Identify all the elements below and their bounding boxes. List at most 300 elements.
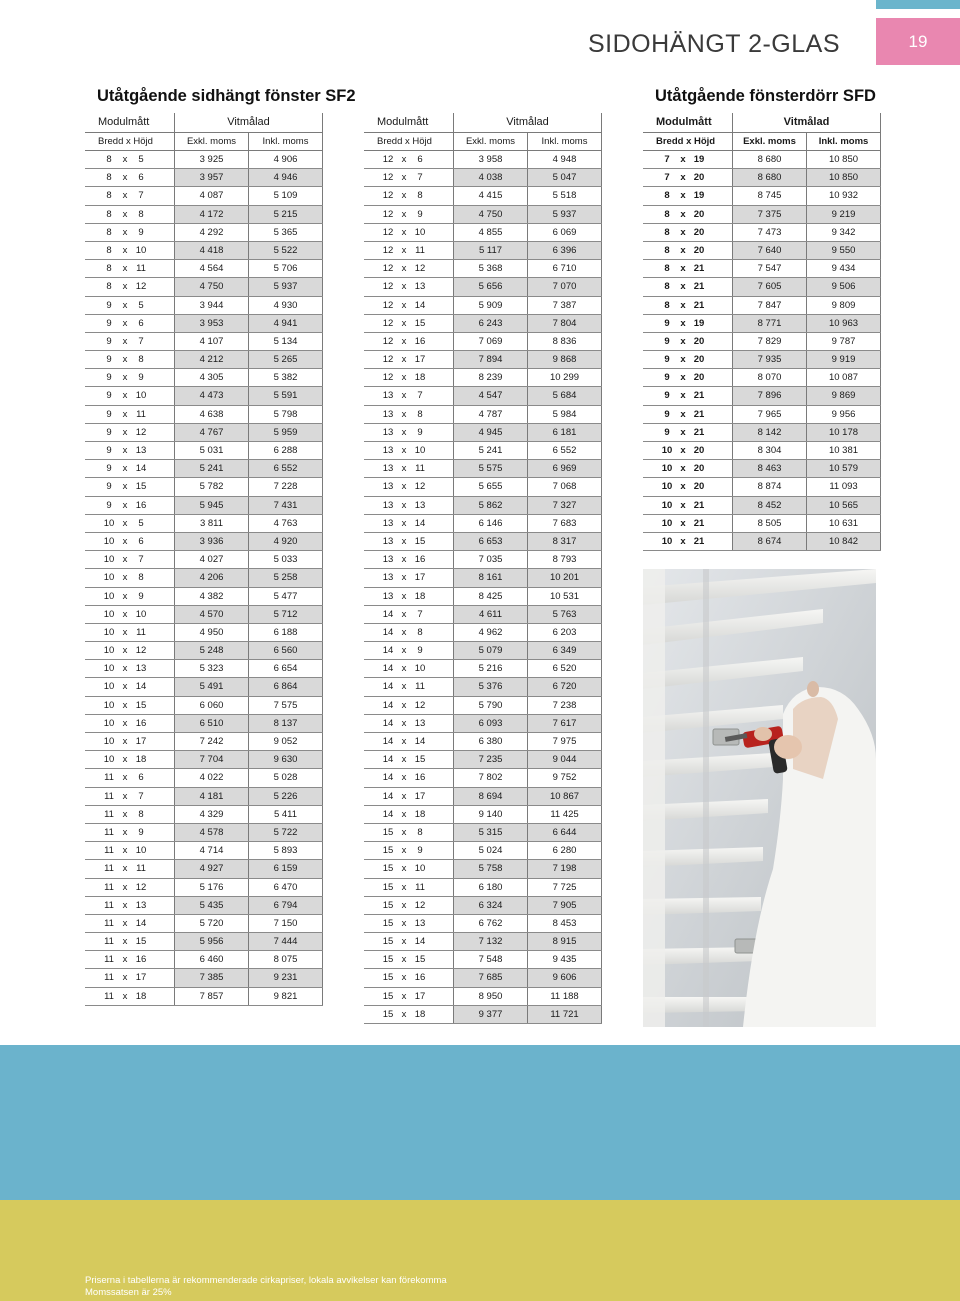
table-row: [85, 969, 323, 987]
inkl-header: Inkl. moms: [806, 133, 881, 150]
height-value: 20: [693, 335, 705, 347]
times-sign: x: [122, 972, 128, 984]
width-value: 10: [661, 445, 673, 456]
width-value: 10: [103, 736, 115, 747]
price-exkl-cell: 4 962: [453, 624, 527, 641]
size-cell: [85, 678, 174, 695]
price-inkl-cell: 5 937: [248, 278, 323, 295]
price-inkl-cell: 7 444: [248, 933, 323, 950]
size-cell: [364, 988, 453, 1005]
times-sign: x: [401, 699, 407, 711]
price-exkl-cell: 5 790: [453, 697, 527, 714]
height-value: 7: [417, 390, 423, 402]
table-row: [85, 333, 323, 351]
times-sign: x: [122, 154, 128, 165]
times-sign: x: [401, 572, 407, 584]
table-row: [643, 497, 881, 515]
table-row: [364, 860, 602, 878]
price-exkl-cell: 4 418: [174, 242, 248, 259]
size-cell: [85, 642, 174, 659]
size-cell: [364, 824, 453, 841]
height-value: 19: [693, 154, 705, 165]
height-value: 19: [693, 190, 705, 202]
times-sign: x: [122, 845, 128, 857]
size-cell: [364, 424, 453, 441]
price-exkl-cell: 8 680: [732, 169, 806, 186]
times-sign: x: [122, 772, 128, 784]
height-value: 18: [414, 372, 426, 384]
price-inkl-cell: 7 070: [527, 278, 602, 295]
price-inkl-cell: 9 550: [806, 242, 881, 259]
table-row: [643, 333, 881, 351]
price-inkl-cell: 7 725: [527, 879, 602, 896]
price-inkl-cell: 9 434: [806, 260, 881, 277]
price-inkl-cell: 5 937: [527, 206, 602, 223]
price-inkl-cell: 5 712: [248, 606, 323, 623]
times-sign: x: [122, 463, 128, 475]
width-value: 8: [106, 154, 112, 165]
width-value: 8: [664, 208, 670, 220]
price-inkl-cell: 6 552: [527, 442, 602, 459]
price-exkl-cell: 4 750: [453, 206, 527, 223]
price-inkl-cell: 6 470: [248, 879, 323, 896]
price-inkl-cell: 4 906: [248, 151, 323, 168]
size-cell: [364, 169, 453, 186]
table-row: [643, 351, 881, 369]
price-inkl-cell: 7 431: [248, 497, 323, 514]
table-row: [364, 387, 602, 405]
width-value: 7: [664, 154, 670, 165]
price-inkl-cell: 6 188: [248, 624, 323, 641]
size-cell: [85, 369, 174, 386]
table-row: [364, 206, 602, 224]
table-row: [643, 315, 881, 333]
width-value: 9: [106, 390, 112, 402]
price-inkl-cell: 7 238: [527, 697, 602, 714]
price-exkl-cell: 8 874: [732, 478, 806, 495]
price-inkl-cell: 6 720: [527, 678, 602, 695]
table-row: [364, 915, 602, 933]
price-exkl-cell: 5 945: [174, 497, 248, 514]
price-exkl-cell: 8 745: [732, 187, 806, 204]
table-row: [364, 515, 602, 533]
price-inkl-cell: 4 920: [248, 533, 323, 550]
table-row: [85, 515, 323, 533]
table-row: [85, 187, 323, 205]
size-cell: [643, 387, 732, 404]
height-value: 10: [135, 845, 147, 857]
price-exkl-cell: 7 894: [453, 351, 527, 368]
times-sign: x: [401, 736, 407, 747]
times-sign: x: [122, 226, 128, 238]
width-value: 11: [104, 863, 114, 875]
height-value: 7: [138, 554, 144, 566]
height-value: 14: [135, 463, 147, 475]
size-cell: [364, 606, 453, 623]
width-value: 11: [104, 881, 114, 893]
price-inkl-cell: 6 069: [527, 224, 602, 241]
size-cell: [643, 315, 732, 332]
price-inkl-cell: 6 181: [527, 424, 602, 441]
height-value: 11: [415, 463, 425, 475]
width-value: 12: [382, 172, 394, 184]
size-cell: [85, 824, 174, 841]
times-sign: x: [122, 281, 128, 293]
times-sign: x: [122, 936, 128, 948]
price-exkl-cell: 3 925: [174, 151, 248, 168]
size-cell: [85, 224, 174, 241]
size-cell: [364, 624, 453, 641]
price-inkl-cell: 10 842: [806, 533, 881, 550]
price-exkl-cell: 3 957: [174, 169, 248, 186]
size-cell: [364, 588, 453, 605]
price-exkl-cell: 5 176: [174, 879, 248, 896]
height-value: 11: [136, 626, 146, 638]
width-value: 11: [104, 899, 114, 911]
size-cell: [364, 969, 453, 986]
width-value: 11: [104, 990, 114, 1002]
table-row: [364, 242, 602, 260]
size-cell: [85, 951, 174, 968]
size-cell: [85, 406, 174, 423]
height-value: 14: [414, 936, 426, 948]
size-cell: [85, 879, 174, 896]
width-value: 8: [664, 190, 670, 202]
height-value: 17: [135, 736, 147, 747]
times-sign: x: [401, 408, 407, 420]
price-inkl-cell: 5 226: [248, 788, 323, 805]
times-sign: x: [680, 372, 686, 384]
times-sign: x: [680, 317, 686, 329]
size-cell: [364, 642, 453, 659]
price-inkl-cell: 7 905: [527, 897, 602, 914]
size-cell: [643, 169, 732, 186]
times-sign: x: [122, 517, 128, 529]
times-sign: x: [401, 1008, 407, 1020]
price-exkl-cell: 3 811: [174, 515, 248, 532]
price-inkl-cell: 6 794: [248, 897, 323, 914]
price-exkl-cell: 5 376: [453, 678, 527, 695]
width-value: 8: [664, 244, 670, 256]
width-value: 11: [104, 917, 114, 929]
price-inkl-cell: 9 044: [527, 751, 602, 768]
width-value: 15: [382, 972, 394, 984]
price-exkl-cell: 7 375: [732, 206, 806, 223]
width-value: 10: [103, 608, 115, 620]
times-sign: x: [680, 481, 686, 493]
price-exkl-cell: 8 142: [732, 424, 806, 441]
table-row: [364, 187, 602, 205]
price-exkl-cell: 8 452: [732, 497, 806, 514]
times-sign: x: [401, 608, 407, 620]
size-cell: [85, 297, 174, 314]
size-cell: [643, 278, 732, 295]
height-value: 13: [135, 663, 147, 675]
table-row: [85, 769, 323, 787]
height-value: 12: [135, 426, 147, 438]
width-value: 14: [382, 790, 394, 802]
price-exkl-cell: 4 382: [174, 588, 248, 605]
size-cell: [643, 333, 732, 350]
width-value: 8: [106, 244, 112, 256]
price-exkl-cell: 4 714: [174, 842, 248, 859]
price-exkl-cell: 5 216: [453, 660, 527, 677]
price-exkl-cell: 3 944: [174, 297, 248, 314]
size-cell: [364, 533, 453, 550]
height-value: 18: [135, 990, 147, 1002]
price-exkl-cell: 6 762: [453, 915, 527, 932]
size-cell: [364, 1006, 453, 1023]
width-value: 8: [106, 281, 112, 293]
price-exkl-cell: 8 694: [453, 788, 527, 805]
width-value: 15: [382, 954, 394, 966]
height-value: 16: [135, 717, 147, 729]
price-exkl-cell: 7 035: [453, 551, 527, 568]
times-sign: x: [401, 335, 407, 347]
size-cell: [364, 260, 453, 277]
size-cell: [643, 351, 732, 368]
price-exkl-cell: 4 578: [174, 824, 248, 841]
times-sign: x: [122, 208, 128, 220]
price-exkl-cell: 7 685: [453, 969, 527, 986]
width-value: 7: [664, 172, 670, 184]
height-value: 21: [693, 426, 705, 438]
width-value: 11: [104, 954, 114, 966]
price-exkl-cell: 6 510: [174, 715, 248, 732]
size-cell: [364, 515, 453, 532]
size-cell: [364, 697, 453, 714]
height-value: 6: [138, 535, 144, 547]
size-cell: [643, 260, 732, 277]
times-sign: x: [401, 626, 407, 638]
table-row: [85, 988, 323, 1006]
size-cell: [364, 478, 453, 495]
table-row: [85, 733, 323, 751]
height-value: 21: [693, 517, 705, 529]
table-row: [364, 315, 602, 333]
table-row: [85, 369, 323, 387]
height-value: 21: [693, 535, 705, 547]
table-row: [85, 297, 323, 315]
times-sign: x: [680, 445, 686, 456]
price-exkl-cell: 5 241: [453, 442, 527, 459]
sf2-title: Utåtgående sidhängt fönster SF2: [97, 87, 356, 105]
price-inkl-cell: 10 531: [527, 588, 602, 605]
price-exkl-cell: 7 802: [453, 769, 527, 786]
times-sign: x: [122, 826, 128, 838]
price-inkl-cell: 6 969: [527, 460, 602, 477]
height-value: 11: [136, 863, 146, 875]
times-sign: x: [122, 917, 128, 929]
times-sign: x: [401, 881, 407, 893]
table-row: [85, 169, 323, 187]
size-cell: [364, 788, 453, 805]
width-value: 11: [104, 808, 114, 820]
price-exkl-cell: 5 862: [453, 497, 527, 514]
height-value: 9: [138, 226, 144, 238]
price-exkl-cell: 5 117: [453, 242, 527, 259]
price-inkl-cell: 10 850: [806, 169, 881, 186]
width-value: 14: [382, 754, 394, 766]
price-exkl-cell: 7 473: [732, 224, 806, 241]
width-value: 14: [382, 772, 394, 784]
size-cell: [85, 206, 174, 223]
price-inkl-cell: 7 068: [527, 478, 602, 495]
size-cell: [85, 769, 174, 786]
price-exkl-cell: 5 248: [174, 642, 248, 659]
width-value: 10: [661, 463, 673, 475]
price-inkl-cell: 4 930: [248, 297, 323, 314]
price-exkl-cell: 6 243: [453, 315, 527, 332]
size-cell: [643, 497, 732, 514]
table-row: [85, 387, 323, 405]
height-value: 13: [414, 717, 426, 729]
table-row: [85, 860, 323, 878]
times-sign: x: [122, 717, 128, 729]
price-inkl-cell: 5 722: [248, 824, 323, 841]
height-value: 16: [135, 499, 147, 511]
width-value: 9: [664, 372, 670, 384]
price-inkl-cell: 9 919: [806, 351, 881, 368]
table-subheader-row: [643, 133, 881, 151]
height-value: 18: [414, 1008, 426, 1020]
height-value: 8: [417, 826, 423, 838]
price-inkl-cell: 6 560: [248, 642, 323, 659]
width-value: 13: [382, 463, 394, 475]
times-sign: x: [122, 408, 128, 420]
size-cell: [643, 297, 732, 314]
size-cell: [364, 224, 453, 241]
table-row: [85, 660, 323, 678]
size-cell: [85, 969, 174, 986]
size-cell: [364, 242, 453, 259]
price-inkl-cell: 9 506: [806, 278, 881, 295]
height-value: 10: [414, 445, 426, 456]
times-sign: x: [680, 463, 686, 475]
price-exkl-cell: 5 031: [174, 442, 248, 459]
price-inkl-cell: 5 684: [527, 387, 602, 404]
width-value: 10: [661, 535, 673, 547]
size-cell: [85, 333, 174, 350]
times-sign: x: [122, 499, 128, 511]
table-row: [364, 224, 602, 242]
size-cell: [85, 806, 174, 823]
size-cell: [364, 406, 453, 423]
size-cell: [85, 988, 174, 1005]
table-row: [364, 988, 602, 1006]
price-exkl-cell: 7 132: [453, 933, 527, 950]
size-cell: [85, 842, 174, 859]
width-value: 9: [106, 372, 112, 384]
price-exkl-cell: 4 927: [174, 860, 248, 877]
table-row: [85, 624, 323, 642]
height-value: 16: [414, 772, 426, 784]
width-value: 12: [382, 154, 394, 165]
size-cell: [364, 206, 453, 223]
table-row: [85, 697, 323, 715]
price-exkl-cell: 7 605: [732, 278, 806, 295]
times-sign: x: [122, 172, 128, 184]
width-value: 15: [382, 990, 394, 1002]
sfd-title: Utåtgående fönsterdörr SFD: [655, 87, 876, 105]
table-row: [643, 478, 881, 496]
size-cell: [364, 806, 453, 823]
height-value: 13: [414, 281, 426, 293]
price-inkl-cell: 5 518: [527, 187, 602, 204]
footer-note-prices: Priserna i tabellerna är rekommenderade cirkapriser, lokala avvikelser kan förekomma: [85, 1275, 447, 1286]
table-row: [643, 424, 881, 442]
table-row: [364, 297, 602, 315]
height-value: 21: [693, 299, 705, 311]
size-cell: [364, 151, 453, 168]
price-exkl-cell: 4 950: [174, 624, 248, 641]
sf2-price-table-2: [364, 113, 602, 1024]
size-cell: [364, 715, 453, 732]
times-sign: x: [401, 154, 407, 165]
price-exkl-cell: 5 909: [453, 297, 527, 314]
price-exkl-cell: 4 329: [174, 806, 248, 823]
table-row: [85, 842, 323, 860]
size-cell: [643, 151, 732, 168]
height-value: 9: [417, 208, 423, 220]
price-exkl-cell: 8 304: [732, 442, 806, 459]
price-exkl-cell: 8 463: [732, 460, 806, 477]
height-value: 6: [138, 317, 144, 329]
size-cell: [85, 151, 174, 168]
height-value: 6: [138, 772, 144, 784]
table-row: [364, 588, 602, 606]
price-inkl-cell: 11 188: [527, 988, 602, 1005]
height-value: 10: [414, 863, 426, 875]
height-value: 12: [135, 881, 147, 893]
price-exkl-cell: 6 460: [174, 951, 248, 968]
width-value: 11: [104, 772, 114, 784]
price-exkl-cell: 5 656: [453, 278, 527, 295]
price-exkl-cell: 4 181: [174, 788, 248, 805]
table-header-row: [643, 113, 881, 133]
height-value: 18: [414, 590, 426, 602]
sf2-price-table-1: [85, 113, 323, 1006]
price-exkl-cell: 4 022: [174, 769, 248, 786]
size-cell: [85, 515, 174, 532]
height-value: 8: [138, 208, 144, 220]
price-inkl-cell: 9 956: [806, 406, 881, 423]
size-cell: [643, 478, 732, 495]
size-cell: [85, 187, 174, 204]
times-sign: x: [401, 772, 407, 784]
table-row: [364, 278, 602, 296]
footer-note-vat: Momssatsen är 25%: [85, 1287, 172, 1298]
price-inkl-cell: 9 231: [248, 969, 323, 986]
size-cell: [85, 424, 174, 441]
price-inkl-cell: 9 219: [806, 206, 881, 223]
times-sign: x: [122, 590, 128, 602]
height-value: 12: [414, 481, 426, 493]
width-value: 10: [103, 517, 115, 529]
price-exkl-cell: 3 936: [174, 533, 248, 550]
size-cell: [364, 879, 453, 896]
table-row: [85, 260, 323, 278]
width-value: 10: [103, 681, 115, 693]
price-inkl-cell: 10 565: [806, 497, 881, 514]
table-row: [85, 678, 323, 696]
table-row: [364, 606, 602, 624]
price-exkl-cell: 5 241: [174, 460, 248, 477]
height-value: 8: [138, 808, 144, 820]
size-cell: [364, 442, 453, 459]
height-value: 13: [135, 899, 147, 911]
price-inkl-cell: 8 915: [527, 933, 602, 950]
